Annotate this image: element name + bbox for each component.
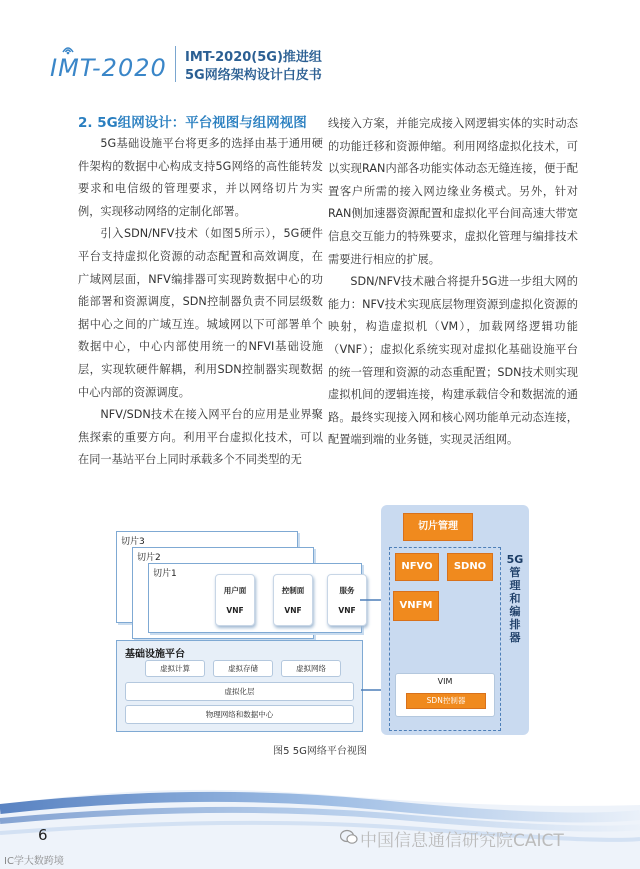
slice-1-label: 切片1 [153,569,177,579]
paragraph: 引入SDN/NFV技术（如图5所示），5G硬件平台支持虚拟化资源的动态配置和高效调度，在广域网层面，NFV编排器可实现跨数据中心的功能部署和资源调度，SDN控制器负责不同层级数据中心之间的广域互连。城域网以下可部署单个数据中心，中心内部使用统一的NFVI基础设施层，实现软硬件解耦，利用SDN控制器实现数据中心内部的资源调度。 [78,227,323,399]
side-char: 编 [509,605,521,618]
vim-label: VIM [437,677,453,686]
side-char: 理 [509,579,521,592]
virtual-network: 虚拟网络 [281,660,341,677]
side-char: 排 [509,618,521,631]
physical-layer: 物理网络和数据中心 [125,705,354,724]
infra-title: 基础设施平台 [125,649,185,660]
right-column [328,113,578,452]
side-char: 器 [509,631,521,644]
figure-5g-platform-view [96,495,536,745]
vnf-title: 用户面 [223,586,247,595]
side-char: 5G [506,553,524,566]
side-char: 管 [509,566,521,579]
vnf-sub: VNF [226,606,244,615]
vim-box [395,673,495,717]
slice-management: 切片管理 [403,513,473,541]
watermark-caict: 中国信息通信研究院CAICT [360,831,564,851]
virtual-storage: 虚拟存储 [213,660,273,677]
paragraph: 5G基础设施平台将更多的选择由基于通用硬件架构的数据中心构成支持5G网络的高性能转发要求和电信级的管理要求，并以网络切片为实例，实现移动网络的定制化部署。 [78,137,323,218]
vnf-sub: VNF [284,606,302,615]
mano-side-label [505,553,525,644]
left-column [78,113,323,472]
imt2020-logo [50,42,170,86]
virtual-compute: 虚拟计算 [145,660,205,677]
vnf-title: 控制面 [281,586,305,595]
mano-panel [381,505,529,735]
nfvo-box: NFVO [395,553,439,581]
virtualization-layer: 虚拟化层 [125,682,354,701]
header-divider [175,46,176,82]
sdn-controller-box: SDN控制器 [406,693,486,709]
vnf-sub: VNF [338,606,356,615]
slice-2-label: 切片2 [137,553,161,563]
watermark-left: IC学大数跨境 [4,856,64,867]
sdno-box: SDNO [447,553,493,581]
paragraph: 线接入方案，并能完成接入网逻辑实体的实时动态的功能迁移和资源伸缩。利用网络虚拟化技术，可以实现RAN内部各功能实体动态无缝连接，便于配置客户所需的接入网边缘业务模式。另外，针对RAN侧加速器资源配置和虚拟化平台间高速大带宽信息交互能力的特殊要求，虚拟化管理与编排技术需要进行相应的扩展。 [328,117,578,266]
side-char: 和 [509,592,521,605]
paragraph: NFV/SDN技术在接入网平台的应用是业界聚焦探索的重要方向。利用平台虚拟化技术，可以在同一基站平台上同时承载多个不同类型的无 [78,408,323,467]
slice-3-label: 切片3 [121,537,145,547]
logo-text: IMT-2020 [50,54,167,82]
figure-caption: 图5 5G网络平台视图 [273,746,367,757]
wechat-icon [340,829,358,845]
vnf-title: 服务 [339,586,355,595]
footer-wave-band [0,775,640,869]
section-title: 2. 5G组网设计：平台视图与组网视图 [78,115,307,131]
page-number: 6 [38,826,48,844]
paragraph: SDN/NFV技术融合将提升5G进一步组大网的能力：NFV技术实现底层物理资源到虚拟化资源的映射，构造虚拟机（VM），加载网络逻辑功能（VNF）；虚拟化系统实现对虚拟化基础设施平台的统一管理和资源的动态重配置；SDN技术则实现虚拟机间的逻辑连接，构建承载信令和数据流的通路。最终实现接入网和核心网功能单元动态连接，配置端到端的业务链，实现灵活组网。 [328,275,578,447]
vnfm-box: VNFM [393,591,439,621]
header-org: IMT-2020(5G)推进组 [185,50,322,65]
header-doc-title: 5G网络架构设计白皮书 [185,68,322,83]
